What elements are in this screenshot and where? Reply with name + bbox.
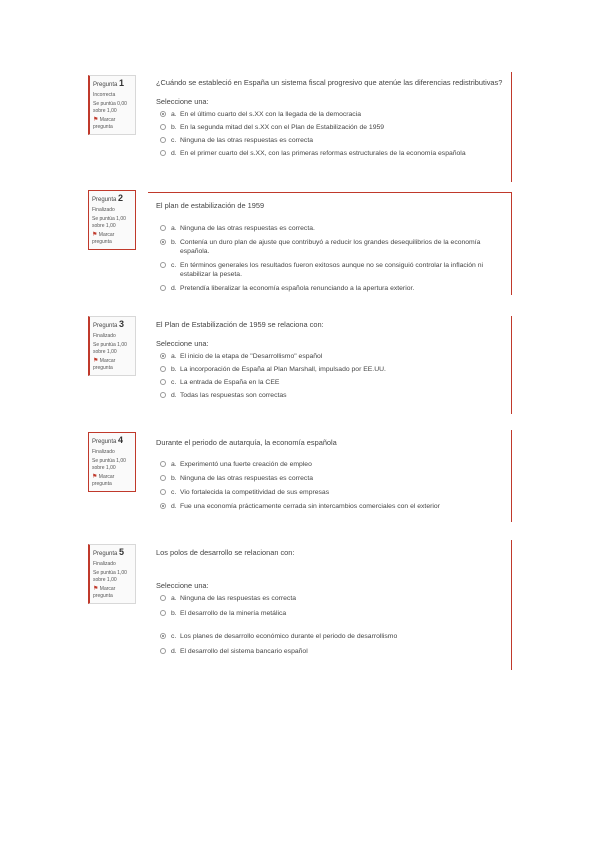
flag-icon: ⚑ (93, 586, 99, 592)
question-state: Incorrecta (93, 92, 116, 98)
question-info-3 (88, 316, 136, 376)
question-5 (0, 540, 599, 670)
question-border (511, 430, 512, 522)
flag-icon: ⚑ (92, 474, 98, 480)
question-2 (0, 190, 599, 300)
question-info-5 (88, 544, 136, 604)
radio[interactable] (160, 595, 166, 601)
radio[interactable] (160, 489, 166, 495)
question-grade: Se puntúa 1,00 sobre 1,00 (93, 570, 127, 583)
answer-option[interactable]: c. Ninguna de las otras respuestas es correcta (160, 136, 511, 145)
flag-question-link[interactable]: ⚑ Marcar pregunta (93, 117, 116, 130)
question-number: Pregunta 3 (93, 319, 125, 329)
question-state: Finalizado (92, 449, 115, 455)
radio[interactable] (160, 610, 166, 616)
radio[interactable] (160, 262, 166, 268)
answer-option[interactable]: d. Todas las respuestas son correctas (160, 391, 511, 400)
flag-question-link[interactable]: ⚑ Marcar pregunta (92, 474, 115, 487)
question-state: Finalizado (92, 207, 115, 213)
answer-option[interactable]: d. Pretendía liberalizar la economía española renunciando a la apertura exterior. (160, 284, 511, 293)
answer-option[interactable]: d. Fue una economía prácticamente cerrada sin intercambios comerciales con el exterior (160, 502, 511, 511)
flag-icon: ⚑ (92, 232, 98, 238)
question-grade: Se puntúa 1,00 sobre 1,00 (92, 216, 126, 229)
flag-icon: ⚑ (93, 117, 99, 123)
question-border (511, 540, 512, 670)
answer-option[interactable]: d. En el primer cuarto del s.XX, con las primeras reformas estructurales de la economía española (160, 149, 511, 158)
answer-option[interactable]: b. Contenía un duro plan de ajuste que contribuyó a reducir los grandes desequilibrios de la economía española. (160, 238, 511, 256)
answer-option[interactable]: b. El desarrollo de la minería metálica (160, 609, 511, 618)
answer-option[interactable]: a. En el último cuarto del s.XX con la llegada de la democracia (160, 110, 511, 119)
radio[interactable] (160, 366, 166, 372)
answer-option[interactable]: b. Ninguna de las otras respuestas es correcta (160, 474, 511, 483)
answer-option[interactable]: a. Ninguna de las respuestas es correcta (160, 594, 511, 603)
radio-selected[interactable] (160, 239, 166, 245)
question-number: Pregunta 1 (93, 78, 125, 88)
radio[interactable] (160, 392, 166, 398)
radio[interactable] (160, 124, 166, 130)
radio-selected[interactable] (160, 503, 166, 509)
question-content (148, 192, 512, 295)
answer-option[interactable]: c. En términos generales los resultados fueron exitosos aunque no se consiguió controlar la inflación ni estabilizar la peseta. (160, 261, 511, 279)
question-3 (0, 316, 599, 414)
question-grade: Se puntúa 1,00 sobre 1,00 (92, 458, 126, 471)
answer-option[interactable]: c. Vio fortalecida la competitividad de sus empresas (160, 488, 511, 497)
question-number: Pregunta 4 (92, 435, 124, 445)
question-info-1 (88, 75, 136, 135)
question-text: Durante el periodo de autarquía, la economía española (156, 438, 337, 447)
question-content (148, 320, 511, 400)
answer-option[interactable]: a. El inicio de la etapa de "Desarrollismo" español (160, 352, 511, 361)
question-state: Finalizado (93, 561, 116, 567)
answer-option[interactable]: a. Experimentó una fuerte creación de empleo (160, 460, 511, 469)
flag-question-link[interactable]: ⚑ Marcar pregunta (92, 232, 115, 245)
radio[interactable] (160, 225, 166, 231)
answer-option[interactable]: a. Ninguna de las otras respuestas es correcta. (160, 224, 511, 233)
question-4 (0, 430, 599, 522)
question-info-2 (88, 190, 136, 250)
answer-option[interactable]: d. El desarrollo del sistema bancario español (160, 647, 511, 656)
question-grade: Se puntúa 0,00 sobre 1,00 (93, 101, 127, 114)
question-content (148, 438, 511, 511)
flag-icon: ⚑ (93, 358, 99, 364)
select-prompt: Seleccione una: (156, 97, 209, 106)
question-border (511, 316, 512, 414)
question-text: Los polos de desarrollo se relacionan con: (156, 548, 295, 557)
radio[interactable] (160, 475, 166, 481)
question-text: El plan de estabilización de 1959 (156, 201, 265, 210)
radio-selected[interactable] (160, 633, 166, 639)
radio[interactable] (160, 137, 166, 143)
question-border (511, 72, 512, 182)
flag-question-link[interactable]: ⚑ Marcar pregunta (93, 586, 116, 599)
question-number: Pregunta 2 (92, 193, 124, 203)
answer-option[interactable]: b. La incorporación de España al Plan Marshall, impulsado por EE.UU. (160, 365, 511, 374)
radio-selected[interactable] (160, 111, 166, 117)
flag-question-link[interactable]: ⚑ Marcar pregunta (93, 358, 116, 371)
radio[interactable] (160, 461, 166, 467)
question-grade: Se puntúa 1,00 sobre 1,00 (93, 342, 127, 355)
answer-option[interactable]: c. Los planes de desarrollo económico durante el periodo de desarrollismo (160, 632, 511, 641)
answer-option[interactable]: b. En la segunda mitad del s.XX con el Plan de Estabilización de 1959 (160, 123, 511, 132)
question-state: Finalizado (93, 333, 116, 339)
question-content (148, 548, 511, 656)
select-prompt: Seleccione una: (156, 339, 209, 348)
question-number: Pregunta 5 (93, 547, 125, 557)
question-text: El Plan de Estabilización de 1959 se relaciona con: (156, 320, 324, 329)
question-text: ¿Cuándo se estableció en España un sistema fiscal progresivo que atenúe las diferencias redistributivas? (156, 78, 503, 87)
question-1 (0, 72, 599, 182)
answer-option[interactable]: c. La entrada de España en la CEE (160, 378, 511, 387)
radio-selected[interactable] (160, 353, 166, 359)
question-content (148, 78, 511, 158)
radio[interactable] (160, 285, 166, 291)
select-prompt: Seleccione una: (156, 581, 209, 590)
question-info-4 (88, 432, 136, 492)
radio[interactable] (160, 150, 166, 156)
radio[interactable] (160, 648, 166, 654)
radio[interactable] (160, 379, 166, 385)
